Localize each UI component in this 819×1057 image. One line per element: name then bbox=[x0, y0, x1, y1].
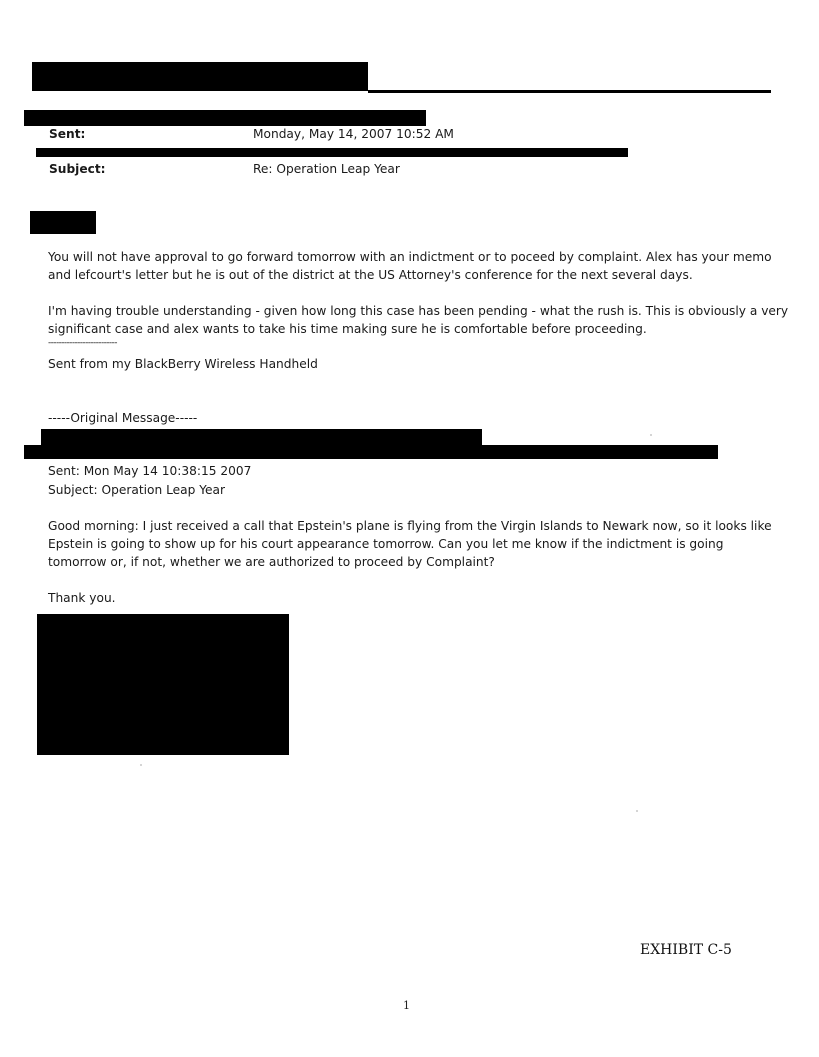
redaction-to-line bbox=[36, 148, 628, 157]
reply-paragraph-1-line: You will not have approval to go forward tomorrow with an indictment or to poceed by complaint. Alex has your memo bbox=[48, 250, 772, 264]
blackberry-signature: Sent from my BlackBerry Wireless Handheld bbox=[48, 357, 318, 371]
exhibit-label: EXHIBIT C-5 bbox=[640, 942, 732, 958]
original-body-line: Good morning: I just received a call that Epstein's plane is flying from the Virgin Islands to Newark now, so it looks like bbox=[48, 519, 772, 533]
original-body-line: Epstein is going to show up for his court appearance tomorrow. Can you let me know if the indictment is going bbox=[48, 537, 724, 551]
page-number: 1 bbox=[403, 999, 410, 1012]
original-sent-line: Sent: Mon May 14 10:38:15 2007 bbox=[48, 464, 252, 478]
sent-value: Monday, May 14, 2007 10:52 AM bbox=[253, 127, 454, 141]
original-body bbox=[48, 517, 772, 571]
closing-thank-you: Thank you. bbox=[48, 591, 116, 605]
sent-label: Sent: bbox=[49, 127, 86, 141]
signature-separator: -------------------------- bbox=[48, 338, 117, 348]
original-subject-line: Subject: Operation Leap Year bbox=[48, 483, 226, 497]
redaction-from-block bbox=[32, 62, 368, 91]
reply-paragraph-2-line: I'm having trouble understanding - given how long this case has been pending - what the rush is. This is obviously a very bbox=[48, 304, 789, 318]
subject-label: Subject: bbox=[49, 162, 106, 176]
header-rule bbox=[368, 90, 771, 93]
original-message-marker: -----Original Message----- bbox=[48, 411, 198, 425]
scan-speck bbox=[650, 434, 652, 436]
reply-paragraph-2-line: significant case and alex wants to take his time making sure he is comfortable before proceeding. bbox=[48, 322, 647, 336]
redaction-original-to bbox=[24, 445, 718, 459]
scan-speck bbox=[140, 764, 142, 766]
scan-speck bbox=[636, 810, 638, 812]
subject-value: Re: Operation Leap Year bbox=[253, 162, 400, 176]
redaction-signature-block bbox=[37, 614, 289, 755]
redaction-from-line bbox=[24, 110, 426, 126]
redaction-original-from bbox=[41, 429, 482, 445]
original-body-line: tomorrow or, if not, whether we are authorized to proceed by Complaint? bbox=[48, 555, 495, 569]
reply-paragraph-1 bbox=[48, 248, 772, 284]
redaction-salutation bbox=[30, 211, 96, 234]
reply-paragraph-2 bbox=[48, 302, 788, 338]
reply-paragraph-1-line: and lefcourt's letter but he is out of the district at the US Attorney's conference for the next several days. bbox=[48, 268, 693, 282]
